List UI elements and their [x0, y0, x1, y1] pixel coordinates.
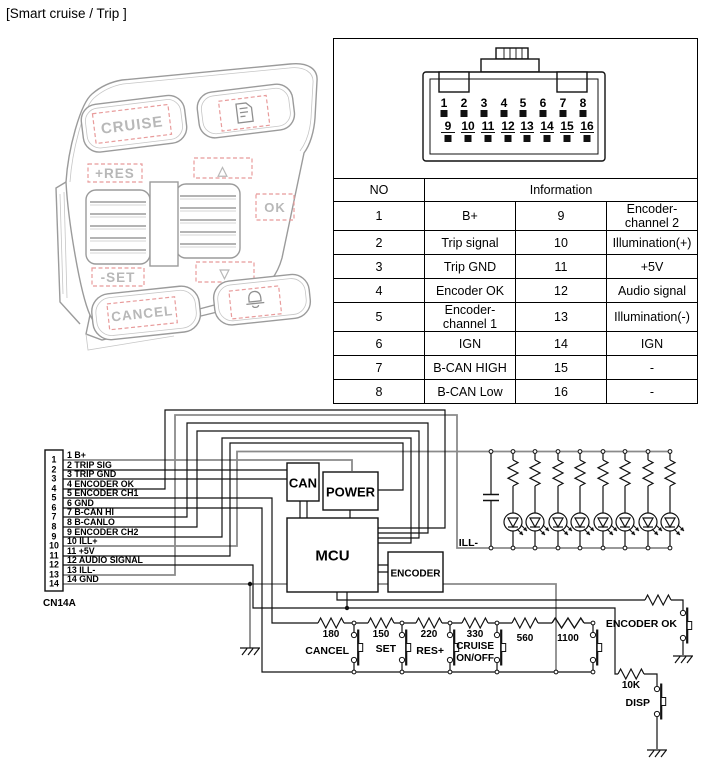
ground-symbol	[240, 648, 260, 655]
trip-button	[195, 82, 296, 139]
rocker-center-bridge	[150, 182, 178, 266]
ground-symbol	[673, 656, 693, 663]
cruise-switch-label: CRUISE	[456, 641, 494, 652]
cancel-button	[90, 284, 202, 341]
resistor-value: 150	[372, 629, 390, 640]
cruise-button	[79, 94, 188, 154]
svg-text:3: 3	[480, 96, 487, 110]
table-row	[334, 356, 698, 380]
pin-no: 15	[516, 356, 607, 380]
pin-info: Encoder OK	[425, 279, 516, 303]
capacitor	[483, 495, 499, 501]
pin-info: B-CAN HIGH	[425, 356, 516, 380]
cn14a-pin-label: 7 B-CAN HI	[67, 507, 114, 517]
encoder-ok-resistor	[645, 595, 671, 605]
pin-info: IGN	[607, 332, 698, 356]
right-rocker-switch	[176, 184, 240, 258]
connector-body	[423, 48, 605, 161]
pin-info: Audio signal	[607, 279, 698, 303]
switch-module-drawing	[2, 50, 332, 360]
ok-label: OK	[264, 200, 286, 215]
cn14a-pin-label: 10 ILL+	[67, 536, 98, 546]
cn14a-pin-label: 1 B+	[67, 450, 86, 460]
cn14a-pin-label: 12 AUDIO SIGNAL	[67, 555, 143, 565]
cn14a-pin-label: 11 +5V	[67, 546, 95, 556]
resistor-value: 220	[420, 629, 438, 640]
voice-button	[212, 273, 312, 327]
pin-table	[333, 38, 698, 404]
pin-no: 3	[334, 255, 425, 279]
disp-resistor	[618, 669, 644, 679]
cn14a-pin-number: 3	[51, 473, 57, 484]
res-switch-label: RES+	[416, 645, 444, 657]
svg-text:14: 14	[539, 119, 554, 133]
cn14a-pin-label: 3 TRIP GND	[67, 469, 117, 479]
page-title: [Smart cruise / Trip ]	[6, 6, 127, 21]
svg-text:13: 13	[519, 119, 534, 133]
no-header: NO	[334, 179, 425, 202]
cn14a-pin-number: 8	[51, 521, 57, 532]
res-label: +RES	[95, 166, 135, 181]
cancel-switch-label: CANCEL	[305, 645, 349, 657]
pin-info: -	[607, 380, 698, 404]
cn14a-pin-label: 13 ILL-	[67, 565, 96, 575]
circuit-schematic	[0, 395, 701, 777]
pin-no: 9	[516, 202, 607, 231]
end-switch	[590, 630, 601, 666]
cn14a-pin-label: 6 GND	[67, 498, 94, 508]
cn14a-pin-label: 2 TRIP SIG	[67, 460, 112, 470]
disp-switch	[654, 684, 665, 720]
pin-info: Encoder-channel 2	[607, 202, 698, 231]
resistor-value: 1100	[557, 633, 579, 644]
svg-text:4: 4	[500, 96, 507, 110]
pin-info: Trip GND	[425, 255, 516, 279]
svg-text:8: 8	[579, 96, 586, 110]
set-switch-label: SET	[375, 643, 396, 655]
svg-text:5: 5	[519, 96, 526, 110]
pin-no: 13	[516, 303, 607, 332]
set-label: -SET	[100, 270, 136, 285]
pin-info: Trip signal	[425, 231, 516, 255]
cn14a-pin-number: 5	[51, 492, 57, 503]
led-branch-resistors	[508, 460, 675, 486]
pin-info: Illumination(+)	[607, 231, 698, 255]
pin-no: 14	[516, 332, 607, 356]
cruise-onoff-switch	[494, 630, 505, 666]
svg-text:10: 10	[460, 119, 475, 133]
illumination-leds	[504, 513, 684, 535]
pin-no: 12	[516, 279, 607, 303]
cn14a-pin-label: 9 ENCODER CH2	[67, 527, 139, 537]
resistor-value: 180	[322, 629, 340, 640]
pin-no: 8	[334, 380, 425, 404]
ill-minus-label: ILL-	[458, 537, 478, 549]
pin-no: 7	[334, 356, 425, 380]
svg-text:1: 1	[440, 96, 447, 110]
pin-info: Encoder-channel 1	[425, 303, 516, 332]
table-row	[334, 279, 698, 303]
table-row	[334, 332, 698, 356]
encoder-ok-switch	[680, 608, 691, 644]
pin-info: -	[607, 356, 698, 380]
table-row	[334, 303, 698, 332]
table-header-row	[334, 179, 698, 202]
pin-no: 11	[516, 255, 607, 279]
svg-text:6: 6	[539, 96, 546, 110]
disp-switch-label: DISP	[625, 697, 650, 709]
pin-no: 6	[334, 332, 425, 356]
cn14a-pin-number: 11	[49, 550, 59, 561]
cn14a-pin-label: 14 GND	[67, 574, 99, 584]
cn14a-pin-number: 4	[51, 483, 57, 494]
cn14a-pin-number: 10	[49, 540, 59, 551]
cn14a-pin-label: 5 ENCODER CH1	[67, 488, 139, 498]
cruise-switch-label2: ON/OFF	[456, 653, 494, 664]
cn14a-pin-number: 2	[51, 464, 57, 475]
table-row	[334, 255, 698, 279]
svg-text:7: 7	[559, 96, 566, 110]
pin-info: Illumination(-)	[607, 303, 698, 332]
cancel-switch	[351, 630, 362, 666]
can-label: CAN	[288, 475, 318, 491]
ground-symbol	[647, 750, 667, 757]
cn14a-pin-number: 14	[49, 578, 59, 589]
pin-info: B+	[425, 202, 516, 231]
cn14a-pin-number: 6	[51, 502, 57, 513]
set-switch	[399, 630, 410, 666]
svg-text:9: 9	[444, 119, 451, 133]
pin-info: +5V	[607, 255, 698, 279]
cn14a-pin-number: 13	[49, 569, 59, 580]
down-arrow-icon: ▽	[219, 266, 231, 281]
pin-no: 2	[334, 231, 425, 255]
cn14a-pin-number: 9	[51, 531, 57, 542]
pin-info: B-CAN Low	[425, 380, 516, 404]
svg-text:11: 11	[481, 119, 494, 133]
connector-diagram	[335, 39, 697, 175]
cn14a-pin-label: 4 ENCODER OK	[67, 479, 134, 489]
pin-no: 5	[334, 303, 425, 332]
pin-no: 16	[516, 380, 607, 404]
pin-no: 10	[516, 231, 607, 255]
svg-text:16: 16	[579, 119, 594, 133]
disp-resistor-value: 10K	[621, 680, 641, 691]
encoder-label: ENCODER	[390, 568, 441, 580]
resistor-value: 560	[516, 633, 534, 644]
cn14a-pin-number: 7	[51, 511, 57, 522]
svg-text:15: 15	[559, 119, 574, 133]
cn14a-label: CN14A	[43, 598, 76, 609]
cruise-label: CRUISE	[100, 113, 165, 138]
cn14a-pin-number: 12	[49, 559, 59, 570]
connector-cell	[334, 39, 698, 179]
svg-text:12: 12	[500, 119, 515, 133]
left-rocker-switch	[86, 190, 150, 264]
table-row	[334, 231, 698, 255]
encoder-ok-switch-label: ENCODER OK	[605, 618, 677, 630]
power-label: POWER	[325, 484, 376, 500]
cancel-label: CANCEL	[110, 303, 174, 325]
svg-text:2: 2	[460, 96, 467, 110]
pin-info: IGN	[425, 332, 516, 356]
pin-no: 4	[334, 279, 425, 303]
cn14a-pin-label: 8 B-CANLO	[67, 517, 115, 527]
cn14a-pin-number: 1	[51, 454, 57, 465]
mcu-label: MCU	[315, 547, 350, 565]
cn14a-connector	[43, 450, 144, 609]
resistor-value: 330	[466, 629, 484, 640]
up-arrow-icon: △	[217, 163, 229, 178]
table-row	[334, 202, 698, 231]
information-header: Information	[425, 179, 698, 202]
pin-no: 1	[334, 202, 425, 231]
